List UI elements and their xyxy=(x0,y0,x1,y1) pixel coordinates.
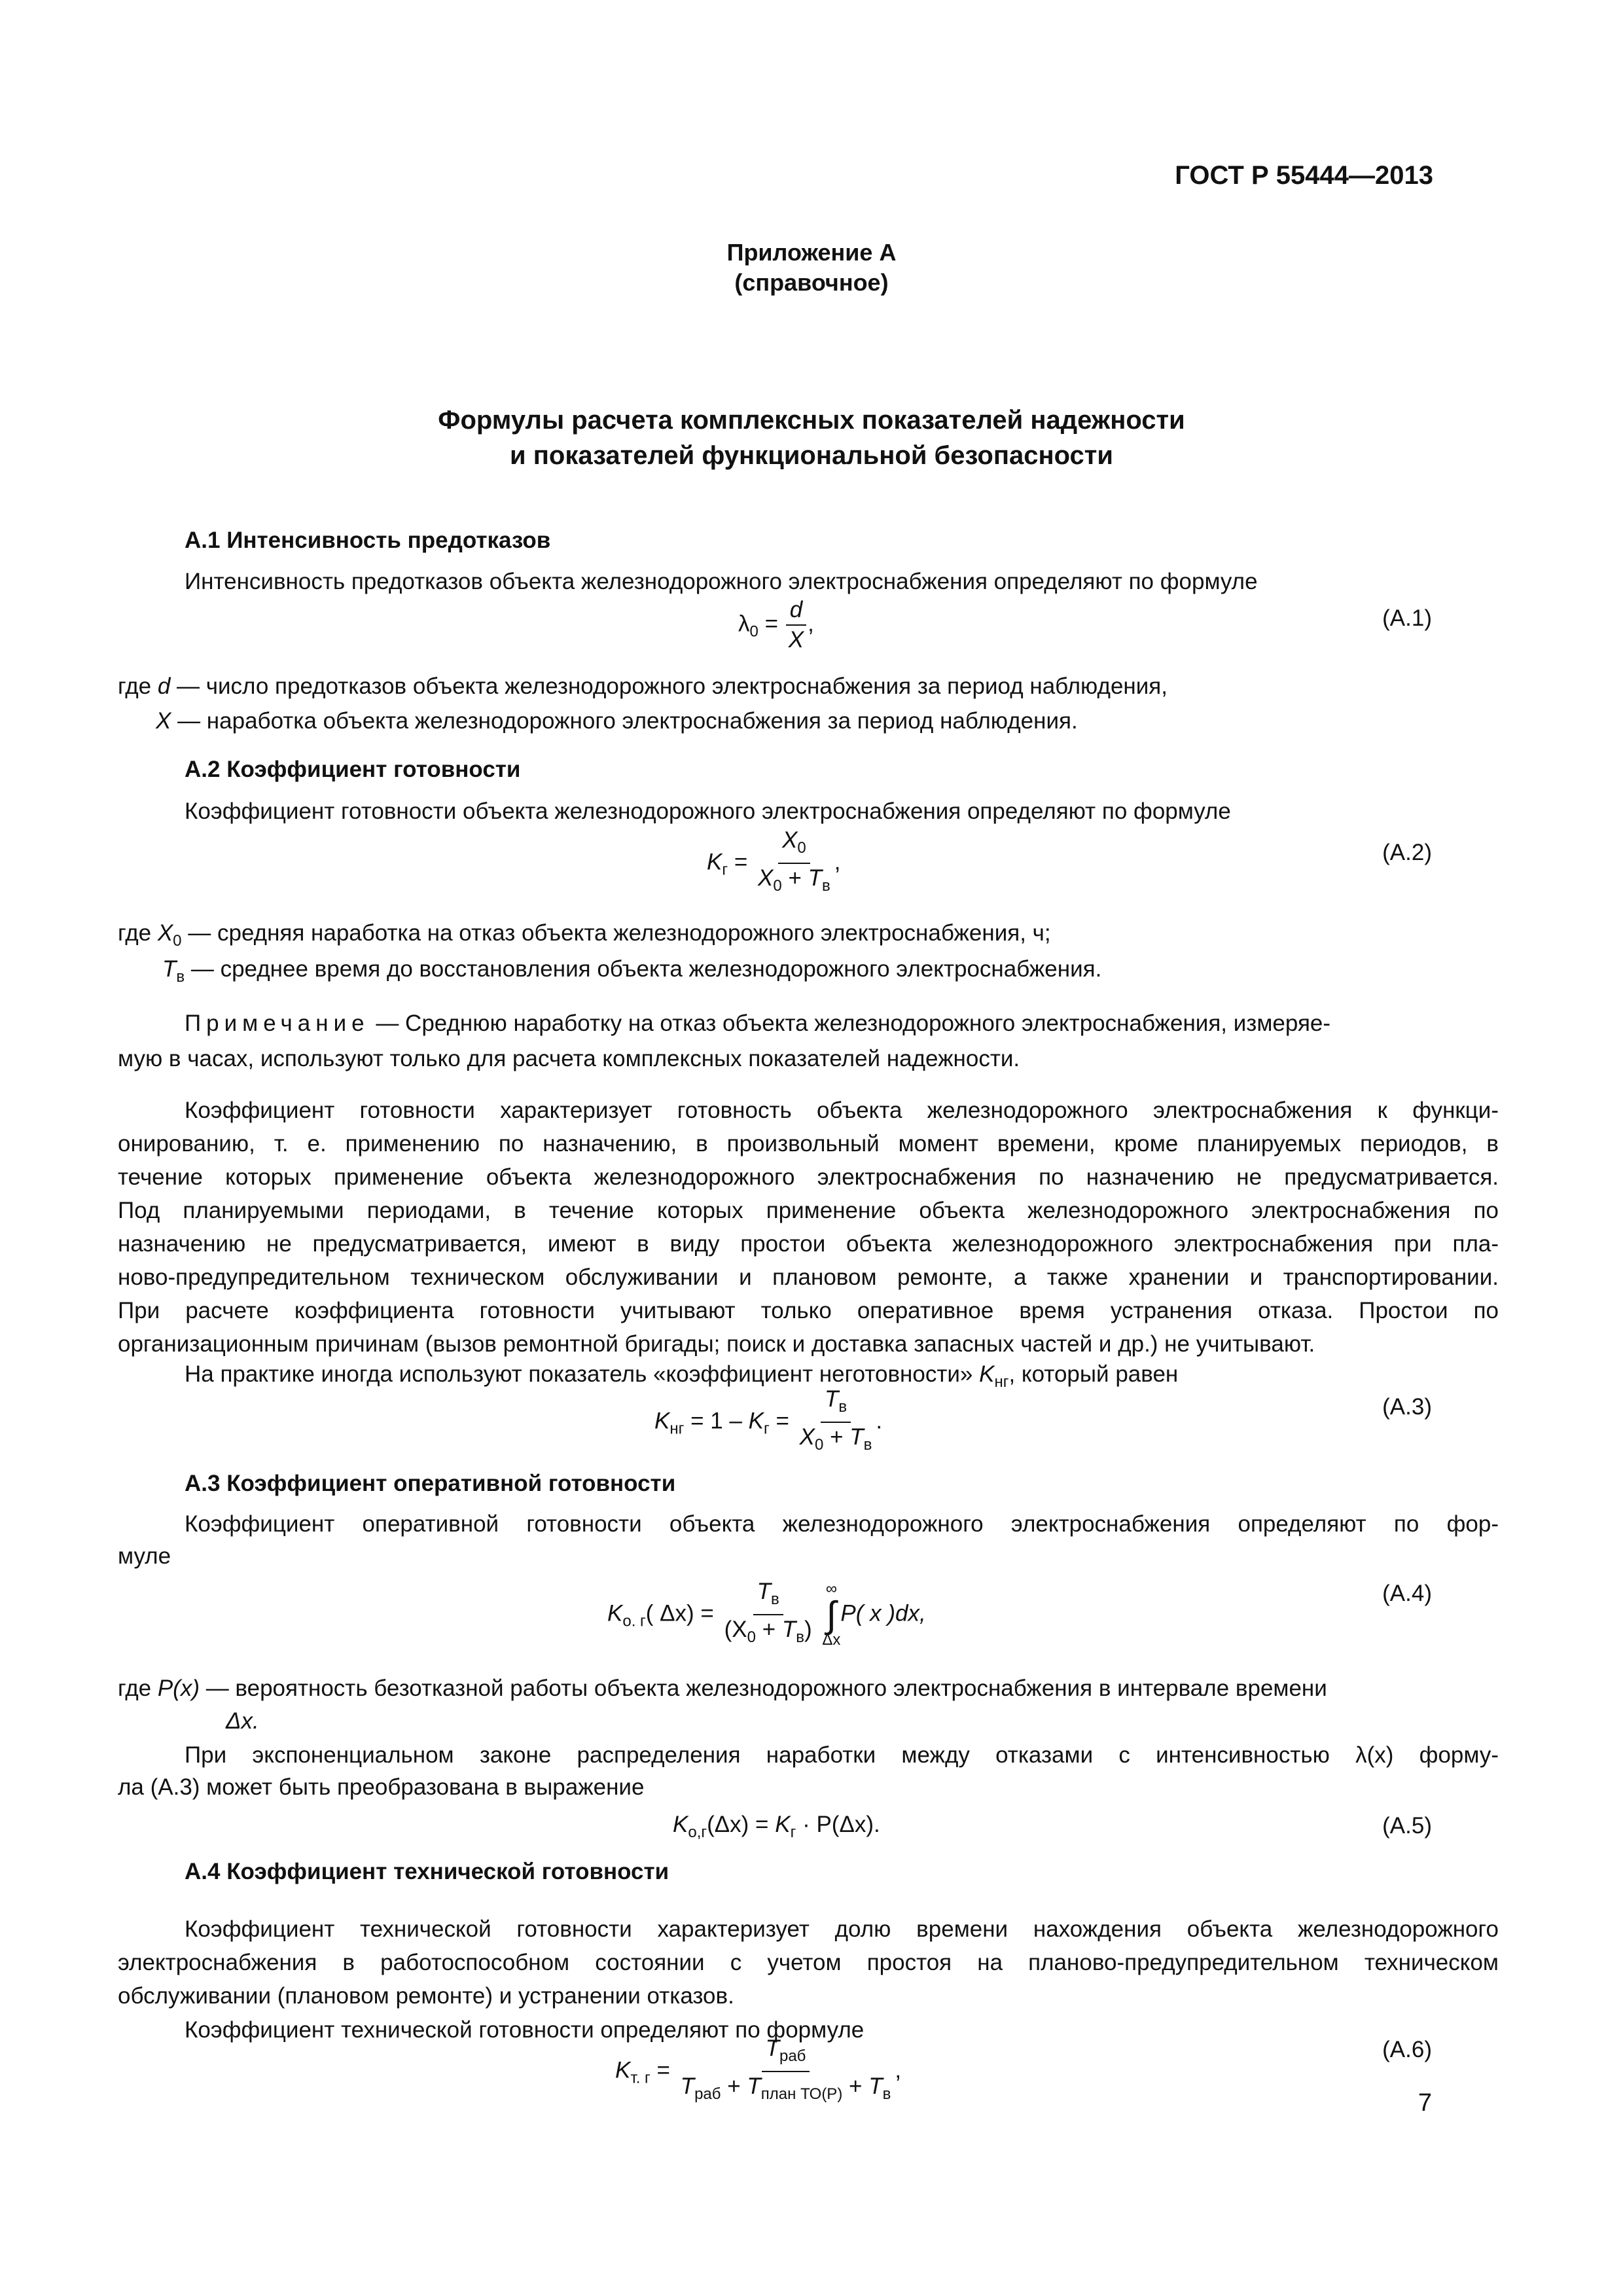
section-a2-para-line5: назначению не предусматривается, имеют в виду простои объекта железнодорожного электроснабжения при пла- xyxy=(118,1231,1499,1257)
section-a2-note-line1: Примечание — Среднюю наработку на отказ объекта железнодорожного электроснабжения, измеряе- xyxy=(185,1011,1331,1036)
section-a1-where1: где d — число предотказов объекта железнодорожного электроснабжения за период наблюдения, xyxy=(118,673,1168,699)
section-a4-para-line3: обслуживании (плановом ремонте) и устранении отказов. xyxy=(118,1983,734,2009)
appendix-title: Приложение А xyxy=(726,239,897,266)
formula-a2: $K_г$ = $\frac{X_0}{X_0 + T_в}$ , xyxy=(707,827,841,895)
section-a2-para-line7: При расчете коэффициента готовности учитывают только оперативное время устранения отказа. Простои по xyxy=(118,1298,1499,1323)
section-a3-where-cont: Δx. xyxy=(226,1708,259,1734)
section-a3-exp-line2: ла (А.3) может быть преобразована в выражение xyxy=(118,1774,645,1800)
section-a2-para-line8: организационным причинам (вызов ремонтной бригады; поиск и доставка запасных частей и др.) не учитывают. xyxy=(118,1331,1315,1357)
eqno-a1: (А.1) xyxy=(1382,605,1432,631)
section-a4-heading: А.4 Коэффициент технической готовности xyxy=(185,1859,669,1884)
section-a2-where1: где $X_0$ — средняя наработка на отказ объекта железнодорожного электроснабжения, ч; xyxy=(118,920,1051,950)
section-a3-intro-line2: муле xyxy=(118,1543,171,1569)
eqno-a2: (А.2) xyxy=(1382,840,1432,865)
section-a3-heading: А.3 Коэффициент оперативной готовности xyxy=(185,1471,676,1496)
formula-a6: $K_{т. г}$ = $\frac{T_{раб}}{T_{раб} + T_{план ТО(Р)} + T_в}$ , xyxy=(615,2036,902,2103)
eqno-a6: (А.6) xyxy=(1382,2037,1432,2062)
appendix-subtitle: (справочное) xyxy=(734,269,889,296)
formula-a1: $\lambda_0$ = $\frac{d}{X}$ , xyxy=(738,597,814,653)
section-a2-practice: На практике иногда используют показатель «коэффициент неготовности» $K_{нг}$, который равен xyxy=(185,1361,1179,1391)
integral-sign: ∞ ∫ Δx xyxy=(822,1580,841,1649)
section-a2-para-line4: Под планируемыми периодами, в течение которых применение объекта железнодорожного электроснабжения по xyxy=(118,1198,1499,1223)
section-a4-para-line2: электроснабжения в работоспособном состоянии с учетом простоя на планово-предупредительном техническом xyxy=(118,1950,1499,1975)
section-a2-intro: Коэффициент готовности объекта железнодорожного электроснабжения определяют по формуле xyxy=(185,798,1231,824)
eqno-a3: (А.3) xyxy=(1382,1394,1432,1420)
section-a4-para-line1: Коэффициент технической готовности характеризует долю времени нахождения объекта железнодорожного xyxy=(185,1916,1499,1942)
section-a2-where2: $T_в$ — среднее время до восстановления объекта железнодорожного электроснабжения. xyxy=(162,956,1102,986)
section-a2-para-line2: онированию, т. е. применению по назначению, в произвольный момент времени, кроме планируемых периодов, в xyxy=(118,1131,1499,1157)
section-a1-heading: А.1 Интенсивность предотказов xyxy=(185,528,551,553)
section-a3-intro-line1: Коэффициент оперативной готовности объекта железнодорожного электроснабжения определяют по фор- xyxy=(185,1511,1499,1537)
eqno-a4: (А.4) xyxy=(1382,1581,1432,1606)
section-a2-para-line3: течение которых применение объекта железнодорожного электроснабжения по назначению не предусматривается. xyxy=(118,1164,1499,1190)
formula-a3: $K_{нг} = 1 - K_г$ = $\frac{T_в}{X_0 + T_в}$ . xyxy=(654,1386,883,1454)
eqno-a5: (А.5) xyxy=(1382,1813,1432,1839)
section-a3-exp-line1: При экспоненциальном законе распределения наработки между отказами с интенсивностью λ(x) форму- xyxy=(185,1742,1499,1768)
formula-a4: $K_{о. г}$( Δx) = $\frac{T_в}{(X_0 + T_в)}$ ∞ ∫ Δx P( x )dx, xyxy=(607,1579,926,1649)
document-code: ГОСТ Р 55444—2013 xyxy=(1175,161,1433,190)
section-a4-intro: Коэффициент технической готовности определяют по формуле xyxy=(185,2017,865,2043)
section-a3-where: где P(x) — вероятность безотказной работы объекта железнодорожного электроснабжения в интервале времени xyxy=(118,1676,1327,1701)
section-a2-para-line6: ново-предупредительном техническом обслуживании и плановом ремонте, а также хранении и транспортировании. xyxy=(118,1265,1499,1290)
section-a2-heading: А.2 Коэффициент готовности xyxy=(185,757,521,782)
main-title-line2: и показателей функциональной безопасности xyxy=(510,441,1113,470)
main-title-line1: Формулы расчета комплексных показателей надежности xyxy=(438,406,1185,435)
section-a2-para-line1: Коэффициент готовности характеризует готовность объекта железнодорожного электроснабжения к функци- xyxy=(185,1098,1499,1123)
section-a2-note-line2: мую в часах, используют только для расчета комплексных показателей надежности. xyxy=(118,1046,1020,1071)
section-a1-intro: Интенсивность предотказов объекта железнодорожного электроснабжения определяют по формуле xyxy=(185,569,1258,594)
page-number: 7 xyxy=(1418,2089,1432,2117)
formula-a5: $K_{о,г}(\Delta x) = K_г \cdot P(\Delta x)$. xyxy=(673,1812,880,1841)
section-a1-where2: X — наработка объекта железнодорожного электроснабжения за период наблюдения. xyxy=(156,708,1078,734)
